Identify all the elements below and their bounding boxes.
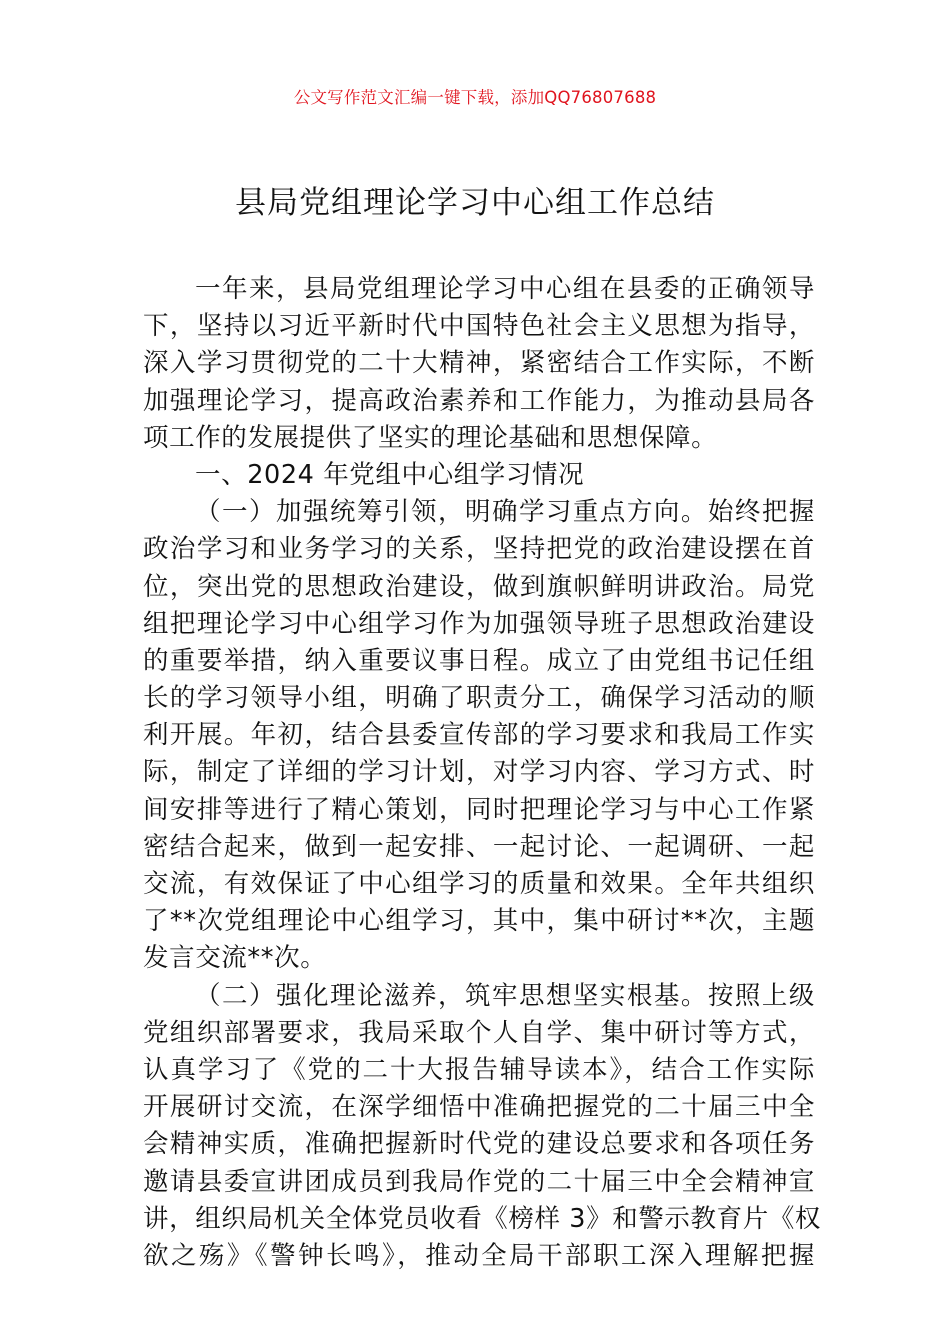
text-line: 开展研讨交流，在深学细悟中准确把握党的二十届三中全: [143, 1092, 815, 1123]
text-line: 深入学习贯彻党的二十大精神，紧密结合工作实际，不断: [143, 348, 815, 379]
text-line: 密结合起来，做到一起安排、一起讨论、一起调研、一起: [143, 831, 815, 862]
section-heading-1: [143, 457, 815, 494]
document-title: 县局党组理论学习中心组工作总结: [235, 185, 715, 221]
text-line: 间安排等进行了精心策划，同时把理论学习与中心工作紧: [143, 794, 815, 825]
paragraph-intro: [143, 271, 815, 457]
text-line: 讲，组织局机关全体党员收看《榜样 3》和警示教育片《权: [143, 1203, 822, 1234]
text-line: 一年来，县局党组理论学习中心组在县委的正确领导: [195, 274, 815, 304]
text-line: 政治学习和业务学习的关系，坚持把党的政治建设摆在首: [143, 534, 815, 565]
text-line: 认真学习了《党的二十大报告辅导读本》，结合工作实际: [143, 1054, 815, 1085]
text-line: 位，突出党的思想政治建设，做到旗帜鲜明讲政治。局党: [143, 571, 815, 602]
watermark-banner: 公文写作范文汇编一键下载，添加QQ76807688: [293, 88, 657, 107]
paragraph-subsection-2: [143, 978, 822, 1276]
text-line: 加强理论学习，提高政治素养和工作能力，为推动县局各: [143, 385, 815, 416]
text-line: 欲之殇》《警钟长鸣》，推动全局干部职工深入理解把握: [143, 1240, 815, 1271]
text-line: 利开展。年初，结合县委宣传部的学习要求和我局工作实: [143, 720, 815, 751]
text-line: 际，制定了详细的学习计划，对学习内容、学习方式、时: [143, 757, 815, 788]
text-line: （一）加强统筹引领，明确学习重点方向。始终把握: [195, 497, 815, 528]
text-line: 的重要举措，纳入重要议事日程。成立了由党组书记任组: [143, 645, 815, 676]
text-line: 会精神实质，准确把握新时代党的建设总要求和各项任务: [143, 1129, 815, 1160]
text-line: 党组织部署要求，我局采取个人自学、集中研讨等方式，: [143, 1017, 815, 1048]
paragraph-subsection-1: [143, 494, 815, 977]
text-line: 长的学习领导小组，明确了职责分工，确保学习活动的顺: [143, 683, 815, 714]
text-line: 项工作的发展提供了坚实的理论基础和思想保障。: [143, 422, 718, 453]
text-line: （二）强化理论滋养，筑牢思想坚实根基。按照上级: [195, 980, 815, 1011]
text-line: 邀请县委宣讲团成员到我局作党的二十届三中全会精神宣: [143, 1166, 815, 1197]
document-body: [143, 271, 822, 1275]
text-line: 了**次党组理论中心组学习，其中，集中研讨**次，主题: [143, 906, 815, 937]
text-line: 发言交流**次。: [143, 943, 327, 974]
text-line: 交流，有效保证了中心组学习的质量和效果。全年共组织: [143, 869, 815, 899]
text-line: 下，坚持以习近平新时代中国特色社会主义思想为指导，: [143, 311, 815, 342]
text-line: 组把理论学习中心组学习作为加强领导班子思想政治建设: [143, 608, 815, 639]
section-heading-text: 一、2024 年党组中心组学习情况: [195, 459, 585, 490]
